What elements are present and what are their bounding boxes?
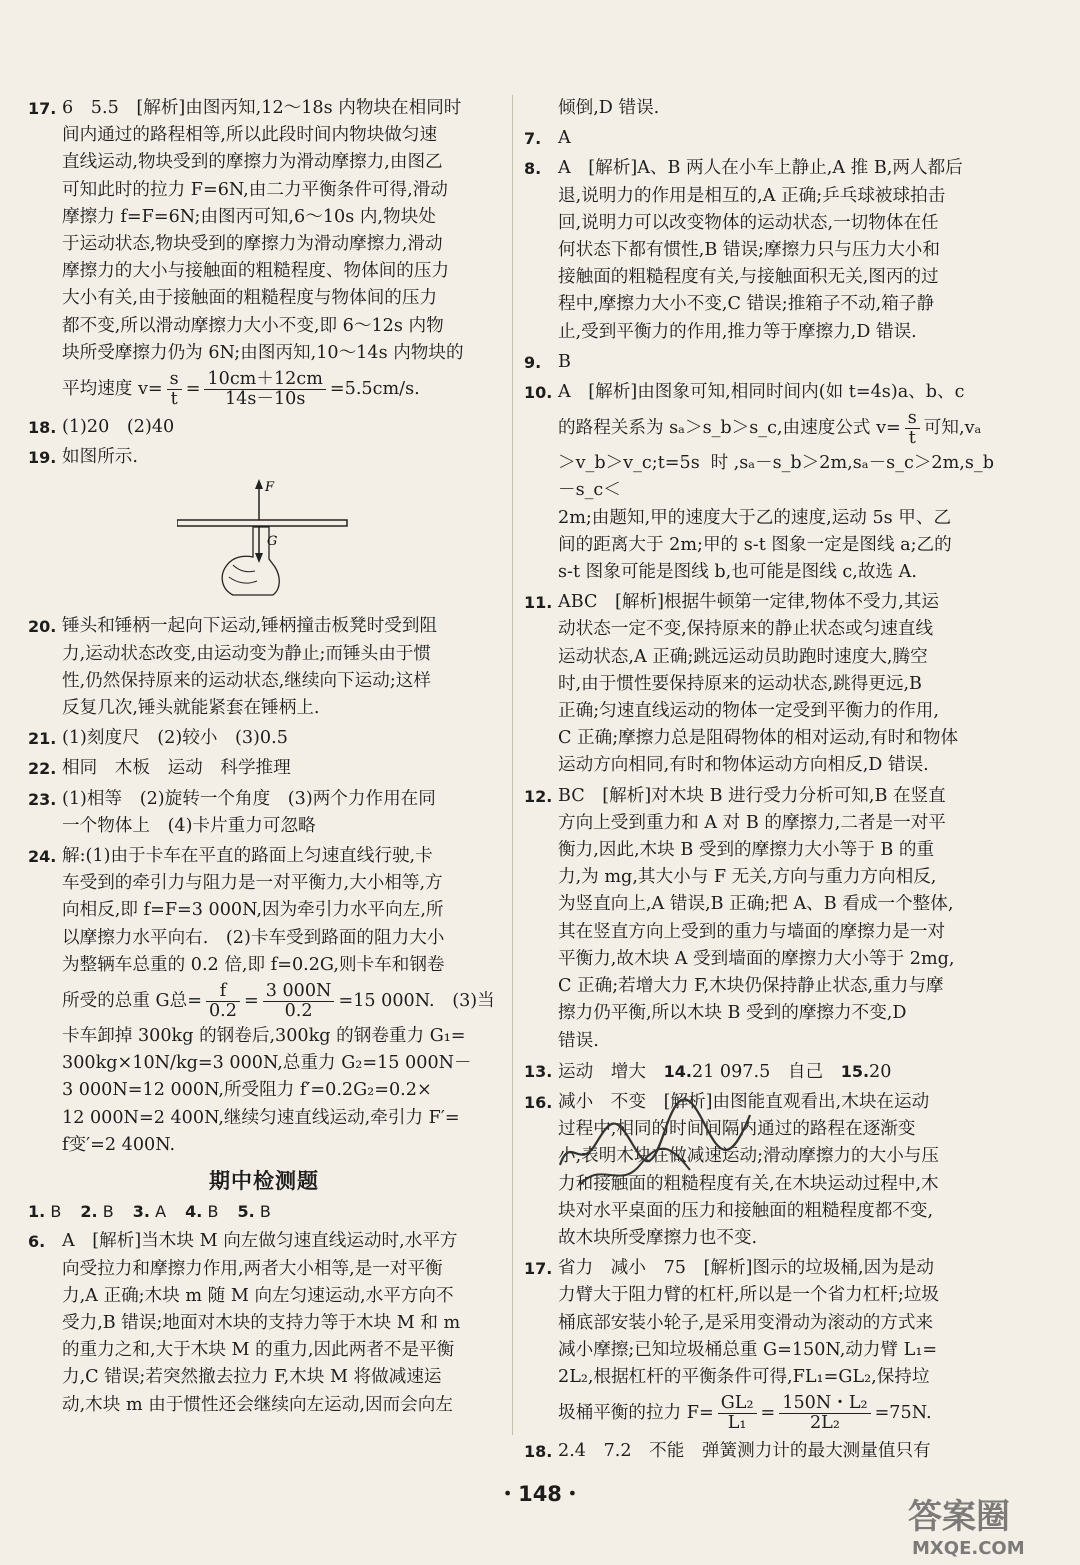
answer-number: 22.: [28, 759, 57, 779]
answer-line: 省力 减小 75 [解析]图示的垃圾桶,因为是动: [558, 1258, 934, 1279]
answer-line: 接触面的粗糙程度有关,与接触面积无关,图丙的过: [558, 267, 939, 288]
answer-line: B: [558, 351, 571, 372]
answer-line: 受力,B 错误;地面对木块的支持力等于木块 M 和 m: [62, 1312, 461, 1333]
answer-value: B: [50, 1202, 62, 1222]
answer-line: 都不变,所以滑动摩擦力大小不变,即 6～12s 内物: [62, 315, 444, 336]
answer-19: [28, 444, 500, 610]
answer-number: 13.: [524, 1061, 553, 1081]
midterm-answer-18: [524, 1438, 994, 1465]
answer-line: 一个物体上 (4)卡片重力可忽略: [62, 815, 316, 836]
answer-line: 向受拉力和摩擦力作用,两者大小相等,是一对平衡: [62, 1258, 443, 1279]
answer-24: [28, 843, 500, 1159]
fraction-denominator: 0.2: [284, 1000, 313, 1021]
answer-21: [28, 725, 500, 752]
answer-line: 程中,摩擦力大小不变,C 错误;推箱子不动,箱子静: [558, 294, 935, 315]
answer-line: 何状态下都有惯性,B 错误;摩擦力只与压力大小和: [558, 240, 940, 261]
answer-line: 时,由于惯性要保持原来的运动状态,跳得更远,B: [558, 673, 922, 694]
answer-line: 锤头和锤柄一起向下运动,锤柄撞击板凳时受到阻: [62, 616, 438, 637]
fraction-numerator: 10cm＋12cm: [204, 370, 325, 390]
answer-number: 4.: [185, 1202, 203, 1222]
fraction: [905, 409, 920, 448]
answer-line: 动状态一定不变,保持原来的静止状态或匀速直线: [558, 619, 934, 640]
fraction-numerator: 150N・L₂: [779, 1394, 870, 1414]
answer-line: 解:(1)由于卡车在平直的路面上匀速直线行驶,卡: [62, 846, 433, 867]
answer-number: 7.: [524, 129, 542, 149]
handwritten-scribble: [540, 1075, 780, 1195]
equals-sign: =: [243, 991, 259, 1012]
answer-line: 擦力仍平衡,所以木块 B 受到的摩擦力不变,D: [558, 1003, 907, 1024]
answer-line: 正确;匀速直线运动的物体一定受到平衡力的作用,: [558, 701, 939, 722]
formula-result: =5.5cm/s.: [329, 379, 420, 400]
answer-line: 力,C 错误;若突然撤去拉力 F,木块 M 将做减速运: [62, 1367, 442, 1388]
answer-line: 其在竖直方向上受到的重力与墙面的摩擦力是一对: [558, 921, 946, 942]
fraction: [779, 1394, 870, 1433]
answer-number: 8.: [524, 159, 542, 179]
ruler-shape: [177, 520, 347, 526]
answer-18: [28, 414, 500, 441]
right-column: [524, 95, 994, 1468]
midterm-answer-12: [524, 783, 994, 1055]
answer-line: 方向上受到重力和 A 对 B 的摩擦力,二者是一对平: [558, 812, 946, 833]
fraction-denominator: 0.2: [208, 1000, 237, 1021]
answer-line: 3 000N=12 000N,所受阻力 f′=0.2G₂=0.2×: [62, 1080, 432, 1101]
answer-line: 退,说明力的作用是相互的,A 正确;乒乓球被球拍击: [558, 185, 946, 206]
answer-line: A [解析]由图象可知,相同时间内(如 t=4s)a、b、c: [558, 382, 965, 403]
formula-prefix: 圾桶平衡的拉力 F=: [558, 1403, 714, 1424]
answer-value: B: [207, 1202, 219, 1222]
scribble-stroke: [560, 1099, 750, 1165]
answer-line: 2m;由题知,甲的速度大于乙的速度,运动 5s 甲、乙: [558, 507, 952, 528]
answer-number: 12.: [524, 786, 553, 806]
answer-line: BC [解析]对木块 B 进行受力分析可知,B 在竖直: [558, 785, 946, 806]
answer-line: 为竖直向上,A 错误,B 正确;把 A、B 看成一个整体,: [558, 894, 954, 915]
midterm-answer-11: [524, 589, 994, 779]
answer-line: 动,木块 m 由于惯性还会继续向左运动,因而会向左: [62, 1394, 453, 1415]
formula-line: [558, 1391, 994, 1435]
answer-line: 错误.: [558, 1030, 599, 1051]
answer-line: f变′=2 400N.: [62, 1134, 176, 1155]
answer-value: B: [102, 1202, 114, 1222]
answer-line: 力,运动状态改变,由运动变为静止;而锤头由于惯: [62, 643, 431, 664]
scribble-stroke: [580, 1149, 690, 1185]
fraction-numerator: f: [206, 982, 240, 1002]
answer-line: 如图所示.: [62, 447, 138, 468]
label-G: G: [267, 534, 278, 550]
answer-20: [28, 613, 500, 722]
formula-line: [558, 406, 994, 450]
fraction-denominator: 2L₂: [809, 1412, 840, 1433]
fraction-numerator: s: [167, 370, 182, 390]
answer-number: 20.: [28, 617, 57, 637]
answer-number: 2.: [80, 1202, 98, 1222]
answer-line: 小,表明木块在做减速运动;滑动摩擦力的大小与压: [558, 1146, 939, 1167]
answer-number: 18.: [524, 1442, 553, 1462]
answer-number: 10.: [524, 383, 553, 403]
answer-number: 11.: [524, 593, 553, 613]
answer-line: A: [558, 128, 571, 149]
watermark-mark: [890, 1488, 1080, 1560]
answer-line: 大小有关,由于接触面的粗糙程度与物体间的压力: [62, 288, 438, 309]
answer-line: 摩擦力 f=F=6N;由图丙可知,6～10s 内,物块处: [62, 206, 436, 227]
answer-line: 力臂大于阻力臂的杠杆,所以是一个省力杠杆;垃圾: [558, 1285, 939, 1306]
answer-line: 向相反,即 f=F=3 000N,因为牵引力水平向左,所: [62, 900, 444, 921]
answer-value: B: [259, 1202, 271, 1222]
answer-line: (1)20 (2)40: [62, 417, 175, 438]
page-number: ・148・: [497, 1482, 583, 1506]
answer-line: 力,A 正确;木块 m 随 M 向左匀速运动,水平方向不: [62, 1285, 454, 1306]
fraction-numerator: 3 000N: [263, 982, 335, 1002]
answer-line: 相同 木板 运动 科学推理: [62, 758, 291, 779]
finger-lines: [229, 565, 257, 583]
answer-line: 运动方向相同,有时和物体运动方向相反,D 错误.: [558, 755, 929, 776]
watermark-logo: [890, 1488, 1080, 1560]
answer-number: 15.: [840, 1061, 870, 1081]
arrow-head-down: [255, 553, 263, 563]
column-divider: [512, 95, 513, 1435]
fraction: [204, 370, 325, 409]
equals-sign: =: [760, 1403, 776, 1424]
answer-line: ABC [解析]根据牛顿第一定律,物体不受力,其运: [558, 592, 940, 613]
answer-value: 21 097.5 自己: [691, 1061, 824, 1082]
answer-line: C 正确;摩擦力总是阻碍物体的相对运动,有时和物体: [558, 728, 959, 749]
mc-answer-row: [28, 1198, 500, 1225]
answer-line: 减小摩擦;已知垃圾桶总重 G=150N,动力臂 L₁=: [558, 1339, 938, 1360]
answer-line: 12 000N=2 400N,继续匀速直线运动,牵引力 F′=: [62, 1107, 460, 1128]
formula-line: [62, 367, 500, 411]
answer-line: 止,受到平衡力的作用,推力等于摩擦力,D 错误.: [558, 321, 917, 342]
answer-17: [28, 95, 500, 411]
fraction: [167, 370, 182, 409]
answer-number: 18.: [28, 418, 57, 438]
formula-prefix: 平均速度 v=: [62, 379, 163, 400]
answer-line: 回,说明力可以改变物体的运动状态,一切物体在任: [558, 212, 939, 233]
answer-number: 17.: [524, 1259, 553, 1279]
midterm-answer-7: [524, 125, 994, 152]
section-title: 期中检测题: [209, 1169, 319, 1194]
answer-number: 21.: [28, 729, 57, 749]
hand-ruler-force-diagram: [177, 477, 377, 597]
answer-line: 2.4 7.2 不能 弹簧测力计的最大测量值只有: [558, 1441, 931, 1462]
fraction-denominator: t: [908, 427, 916, 448]
fraction-numerator: GL₂: [718, 1394, 757, 1414]
fraction: [206, 982, 240, 1021]
answer-line: 车受到的牵引力与阻力是一对平衡力,大小相等,方: [62, 873, 443, 894]
watermark-title: 答案圈: [908, 1497, 1010, 1537]
answer-line: 力和接触面的粗糙程度有关,在木块运动过程中,木: [558, 1173, 939, 1194]
answer-line: 6 5.5 [解析]由图丙知,12～18s 内物块在相同时: [62, 98, 462, 118]
formula-prefix: 的路程关系为 sₐ＞s_b＞s_c,由速度公式 v=: [558, 418, 901, 439]
formula-result: =75N.: [874, 1403, 932, 1424]
fraction-denominator: 14s－10s: [224, 388, 306, 409]
left-column: [28, 95, 500, 1422]
answer-line: 过程中,相同的时间间隔内通过的路程在逐渐变: [558, 1119, 916, 1140]
answer-line: 直线运动,物块受到的摩擦力为滑动摩擦力,由图乙: [62, 152, 443, 173]
midterm-answer-17: [524, 1255, 994, 1435]
answer-number: 24.: [28, 847, 57, 867]
fraction-denominator: t: [170, 388, 178, 409]
answer-line: 衡力,因此,木块 B 受到的摩擦力大小等于 B 的重: [558, 840, 935, 861]
fraction-numerator: s: [905, 409, 920, 429]
fraction: [263, 982, 335, 1021]
formula-line: [62, 979, 500, 1023]
answer-line: 反复几次,锤头就能紧套在锤柄上.: [62, 698, 320, 719]
answer-line: (1)相等 (2)旋转一个角度 (3)两个力作用在同: [62, 788, 436, 809]
answer-number: 5.: [237, 1202, 255, 1222]
answer-number: 19.: [28, 448, 57, 468]
answer-line: 摩擦力的大小与接触面的粗糙程度、物体间的压力: [62, 261, 450, 282]
answer-23: [28, 786, 500, 840]
answer-number: 9.: [524, 352, 542, 372]
answer-line: 故木块所受摩擦力也不变.: [558, 1227, 758, 1248]
answer-line: 的重力之和,大于木块 M 的重力,因此两者不是平衡: [62, 1340, 455, 1361]
answer-line: 间的距离大于 2m;甲的 s-t 图象一定是图线 a;乙的: [558, 534, 952, 555]
answer-line: 卡车卸掉 300kg 的钢卷后,300kg 的钢卷重力 G₁=: [62, 1026, 466, 1047]
answer-line: 可知此时的拉力 F=6N,由二力平衡条件可得,滑动: [62, 179, 448, 200]
answer-line: 性,仍然保持原来的运动状态,继续向下运动;这样: [62, 670, 431, 691]
answer-line: A [解析]A、B 两人在小车上静止,A 推 B,两人都后: [558, 158, 963, 179]
answer-line: 2L₂,根据杠杆的平衡条件可得,FL₁=GL₂,保持垃: [558, 1366, 930, 1387]
answer-value: 运动 增大: [558, 1061, 646, 1082]
answer-line: 平衡力,故木块 A 受到墙面的摩擦力大小等于 2mg,: [558, 948, 955, 969]
answer-number: 16.: [524, 1092, 553, 1112]
continued-text: 倾倒,D 错误.: [558, 98, 660, 118]
answer-value: 20: [869, 1061, 892, 1082]
answer-number: 23.: [28, 789, 57, 809]
answer-value: A: [155, 1202, 167, 1222]
formula-result: 可知,vₐ: [923, 418, 982, 439]
answer-line: 块所受摩擦力仍为 6N;由图丙知,10～14s 内物块的: [62, 342, 464, 363]
answer-line: 运动状态,A 正确;跳远运动员助跑时速度大,腾空: [558, 646, 928, 667]
answer-line: 为整辆车总重的 0.2 倍,即 f=0.2G,则卡车和钢卷: [62, 954, 445, 975]
arrow-head-up: [255, 479, 263, 489]
answer-line: 块对水平桌面的压力和接触面的粗糙程度都不变,: [558, 1200, 934, 1221]
answer-line: 300kg×10N/kg=3 000N,总重力 G₂=15 000N－: [62, 1053, 472, 1074]
formula-result: =15 000N. (3)当: [338, 991, 495, 1012]
answer-line: 间内通过的路程相等,所以此段时间内物块做匀速: [62, 125, 438, 146]
answer-line: 力,为 mg,其大小与 F 无关,方向与重力方向相反,: [558, 867, 937, 888]
answer-number: 14.: [663, 1061, 692, 1081]
answer-line: C 正确;若增大力 F,木块仍保持静止状态,重力与摩: [558, 976, 944, 997]
watermark-url: MXQE.COM: [912, 1538, 1025, 1559]
answer-line: ＞v_b＞v_c;t=5s 时,sₐ－s_b＞2m,sₐ－s_c＞2m,s_b－s_c＜: [558, 453, 994, 501]
answer-line: 于运动状态,物块受到的摩擦力为滑动摩擦力,滑动: [62, 234, 443, 255]
midterm-answer-10: [524, 379, 994, 586]
equals-sign: =: [185, 379, 201, 400]
fraction-denominator: L₁: [727, 1412, 747, 1433]
midterm-answer-8: [524, 155, 994, 345]
answer-number: 6.: [28, 1232, 46, 1252]
formula-prefix: 所受的总重 G总=: [62, 991, 202, 1012]
answer-22: [28, 755, 500, 782]
answer-number: 3.: [132, 1202, 150, 1222]
answer-line: 桶底部安装小轮子,是采用变滑动为滚动的方式来: [558, 1312, 934, 1333]
answer-line: 减小 不变 [解析]由图能直观看出,木块在运动: [558, 1091, 930, 1112]
answer-line: s-t 图象可能是图线 b,也可能是图线 c,故选 A.: [558, 562, 917, 583]
answer-number: 1.: [28, 1202, 46, 1222]
midterm-answer-6: [28, 1228, 500, 1418]
answer-line: A [解析]当木块 M 向左做匀速直线运动时,水平方: [62, 1231, 458, 1252]
answer-line: 以摩擦力水平向右. (2)卡车受到路面的阻力大小: [62, 927, 445, 948]
label-F: F: [265, 480, 275, 496]
midterm-answer-9: [524, 349, 994, 376]
answer-line: (1)刻度尺 (2)较小 (3)0.5: [62, 728, 288, 749]
fraction: [718, 1394, 757, 1433]
answer-number: 17.: [28, 99, 57, 118]
